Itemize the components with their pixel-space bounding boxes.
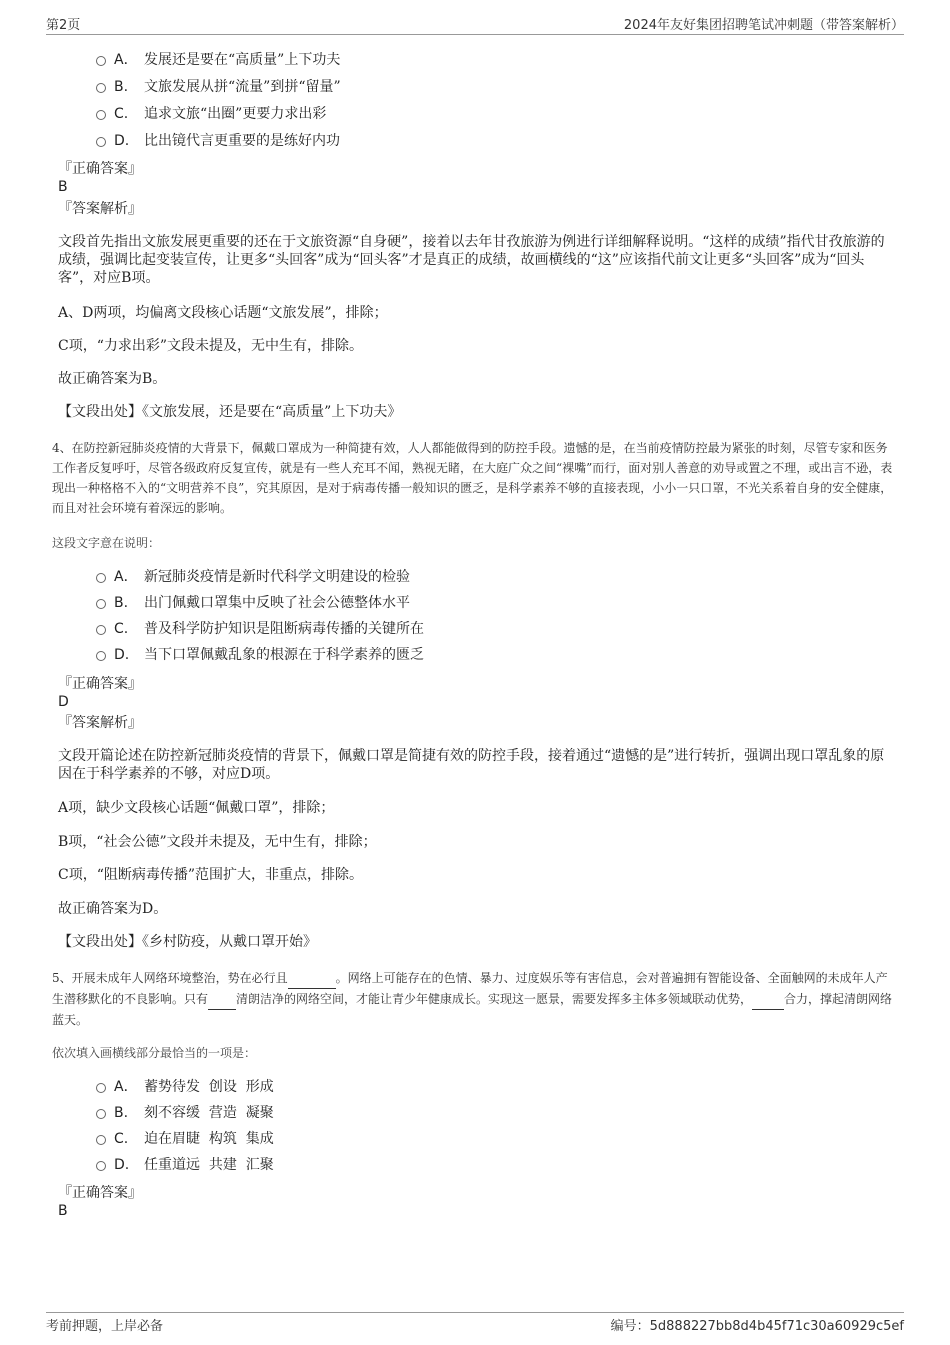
q3-option-d[interactable]: D. 比出镜代言更重要的是练好内功 [96, 131, 340, 151]
radio-icon[interactable] [96, 1135, 106, 1145]
q5-stem: 5、开展未成年人网络环境整治，势在必行且 。网络上可能存在的色情、暴力、过度娱乐等有害信息，会对普遍拥有智能设备、全面触网的未成年人产生潜移默化的不良影响。只有 清朗洁净的网络空间，才能让青少年健康成长。实现这一愿景，需要发挥多主体多领域联动优势， 合力，撑起清朗网络蓝天。 [52, 968, 897, 1030]
radio-icon[interactable] [96, 137, 106, 147]
q4-analysis-c: C项，“阻断病毒传播”范围扩大，非重点，排除。 [58, 867, 364, 883]
q5-correct-answer: B [58, 1203, 68, 1219]
q3-correct-label: 『正确答案』 [58, 161, 142, 177]
radio-icon[interactable] [96, 599, 106, 609]
q5-option-d[interactable]: D. 任重道远 共建 汇聚 [96, 1155, 274, 1175]
q4-correct-answer: D [58, 694, 69, 710]
q5-prompt: 依次填入画横线部分最恰当的一项是： [52, 1046, 257, 1060]
q5-option-b[interactable]: B. 刻不容缓 营造 凝聚 [96, 1103, 274, 1123]
radio-icon[interactable] [96, 83, 106, 93]
radio-icon[interactable] [96, 56, 106, 66]
radio-icon[interactable] [96, 1083, 106, 1093]
page-header [46, 14, 904, 35]
q4-option-d[interactable]: D. 当下口罩佩戴乱象的根源在于科学素养的匮乏 [96, 645, 424, 665]
q3-conclusion: 故正确答案为B。 [58, 371, 167, 387]
q4-option-a[interactable]: A． 新冠肺炎疫情是新时代科学文明建设的检验 [96, 567, 410, 587]
radio-icon[interactable] [96, 651, 106, 661]
blank-1 [288, 968, 336, 989]
blank-2 [208, 989, 236, 1010]
footer-doc-id: 编号：5d888227bb8d4b45f71c30a60929c5ef [610, 1319, 904, 1334]
q4-option-c[interactable]: C. 普及科学防护知识是阻断病毒传播的关键所在 [96, 619, 424, 639]
q3-analysis-text: 文段首先指出文旅发展更重要的还在于文旅资源“自身硬”，接着以去年甘孜旅游为例进行详细解释说明。“这样的成绩”指代甘孜旅游的成绩，强调比起变装宣传，让更多“头回客”成为“回头客”才是真正的成绩，故画横线的“这”应该指代前文让更多“头回客”成为“回头客”，对应B项。 [58, 234, 885, 286]
q4-prompt: 这段文字意在说明： [52, 536, 161, 550]
q4-conclusion: 故正确答案为D。 [58, 901, 168, 917]
q4-correct-label: 『正确答案』 [58, 676, 142, 692]
document-title: 2024年友好集团招聘笔试冲刺题（带答案解析） [623, 18, 904, 33]
q4-stem: 4、在防控新冠肺炎疫情的大背景下，佩戴口罩成为一种简捷有效，人人都能做得到的防控手段。遗憾的是，在当前疫情防控最为紧张的时刻，尽管专家和医务工作者反复呼吁，尽管各级政府反复宣传，就是有一些人充耳不闻，熟视无睹，在大庭广众之间“裸嘴”而行，面对别人善意的劝导或置之不理，或出言不逊，表现出一种格格不入的“文明营养不良”，究其原因，是对于病毒传播一般知识的匮乏，是科学素养不够的直接表现，小小一只口罩，不光关系着自身的安全健康，而且对社会环境有着深远的影响。 [52, 441, 893, 515]
q3-correct-answer: B [58, 179, 68, 195]
q4-analysis-b: B项，“社会公德”文段并未提及，无中生有，排除； [58, 834, 377, 850]
q5-correct-label: 『正确答案』 [58, 1185, 142, 1201]
q3-option-c[interactable]: C. 追求文旅“出圈”更要力求出彩 [96, 104, 326, 124]
q5-option-c[interactable]: C. 迫在眉睫 构筑 集成 [96, 1129, 274, 1149]
radio-icon[interactable] [96, 110, 106, 120]
radio-icon[interactable] [96, 1161, 106, 1171]
footer-slogan: 考前押题，上岸必备 [46, 1319, 164, 1334]
q4-option-b[interactable]: B. 出门佩戴口罩集中反映了社会公德整体水平 [96, 593, 410, 613]
q3-option-a[interactable]: A． 发展还是要在“高质量”上下功夫 [96, 50, 340, 70]
q4-source: 【文段出处】《乡村防疫，从戴口罩开始》 [58, 934, 317, 950]
radio-icon[interactable] [96, 1109, 106, 1119]
q3-option-b[interactable]: B. 文旅发展从拼“流量”到拼“留量” [96, 77, 341, 97]
radio-icon[interactable] [96, 625, 106, 635]
q4-analysis-a: A项，缺少文段核心话题“佩戴口罩”，排除； [58, 800, 335, 816]
q3-source: 【文段出处】《文旅发展，还是要在“高质量”上下功夫》 [58, 404, 402, 420]
q3-analysis-label: 『答案解析』 [58, 201, 142, 217]
q3-analysis-ad: A、D两项，均偏离文段核心话题“文旅发展”，排除； [58, 305, 388, 321]
radio-icon[interactable] [96, 573, 106, 583]
blank-3 [752, 989, 784, 1010]
page-number: 第2页 [46, 18, 81, 33]
q5-option-a[interactable]: A． 蓄势待发 创设 形成 [96, 1077, 274, 1097]
q4-analysis-label: 『答案解析』 [58, 715, 142, 731]
page-footer [46, 1312, 904, 1337]
q4-analysis-text: 文段开篇论述在防控新冠肺炎疫情的背景下，佩戴口罩是简捷有效的防控手段，接着通过“遗憾的是”进行转折，强调出现口罩乱象的原因在于科学素养的不够，对应D项。 [58, 748, 885, 782]
q3-analysis-c: C项，“力求出彩”文段未提及，无中生有，排除。 [58, 338, 364, 354]
